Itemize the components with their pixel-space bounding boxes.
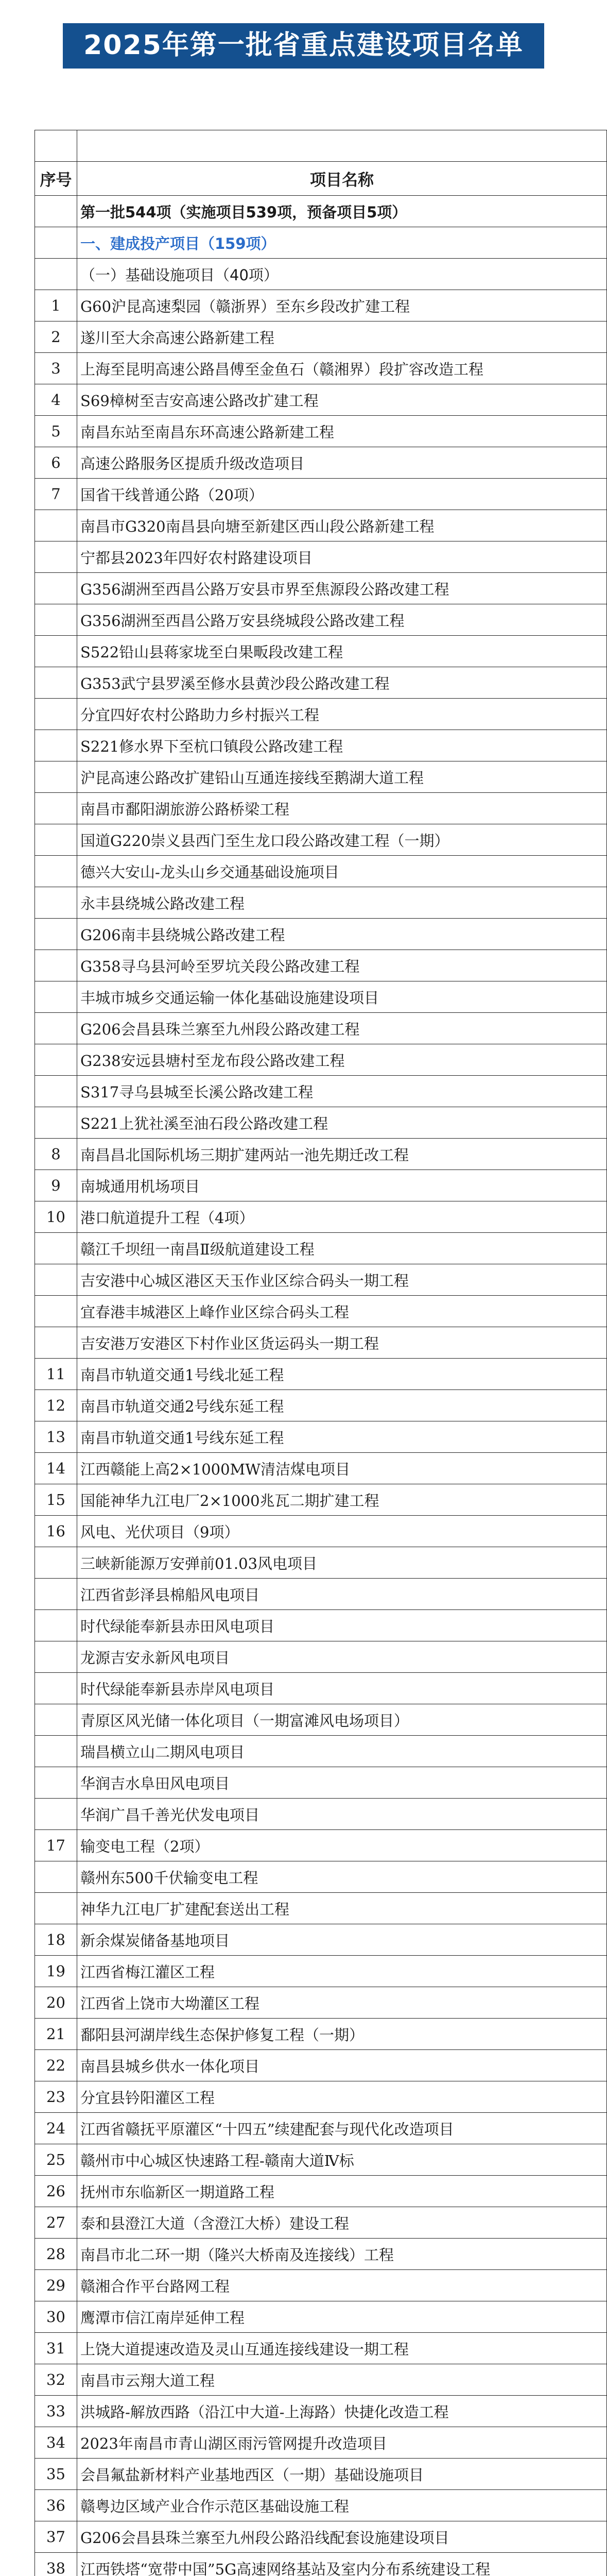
row-project-name: G206南丰县绕城公路改建工程 <box>77 919 607 950</box>
row-project-name: 上饶大道提速改造及灵山互通连接线建设一期工程 <box>77 2333 607 2364</box>
table-row <box>35 1390 607 1421</box>
row-project-name: G206会昌县珠兰寨至九州段公路沿线配套设施建设项目 <box>77 2521 607 2553</box>
row-project-name: 南昌市轨道交通2号线东延工程 <box>77 1390 607 1421</box>
row-index: 13 <box>35 1421 77 1453</box>
row-index <box>35 1893 77 1924</box>
table-row <box>35 1861 607 1893</box>
row-index: 2 <box>35 321 77 353</box>
table-row <box>35 1547 607 1579</box>
row-project-name: G358寻乌县河岭至罗坑关段公路改建工程 <box>77 950 607 981</box>
table-row <box>35 730 607 761</box>
row-project-name: G60沪昆高速梨园（赣浙界）至东乡段改扩建工程 <box>77 290 607 321</box>
row-index: 9 <box>35 1170 77 1201</box>
table-row <box>35 1767 607 1799</box>
row-project-name: 鹰潭市信江南岸延伸工程 <box>77 2301 607 2333</box>
table-row <box>35 1013 607 1044</box>
row-index: 30 <box>35 2301 77 2333</box>
row-project-name: 江西铁塔“宽带中国”5G高速网络基站及室内分布系统建设工程 <box>77 2553 607 2576</box>
row-index: 22 <box>35 2050 77 2081</box>
table-row <box>35 1956 607 1987</box>
name-column-header: 项目名称 <box>77 162 607 196</box>
table-row <box>35 541 607 573</box>
table-row <box>35 290 607 321</box>
row-index: 37 <box>35 2521 77 2553</box>
row-index: 17 <box>35 1830 77 1861</box>
row-project-name: 赣州东500千伏输变电工程 <box>77 1861 607 1893</box>
table-row <box>35 2113 607 2144</box>
row-project-name: G238安远县塘村至龙布段公路改建工程 <box>77 1044 607 1076</box>
row-project-name: 国省干线普通公路（20项） <box>77 479 607 510</box>
table-body <box>35 196 607 2576</box>
table-row <box>35 1453 607 1484</box>
row-index <box>35 1641 77 1673</box>
row-index: 26 <box>35 2176 77 2207</box>
table-row <box>35 793 607 824</box>
row-project-name: 南昌东站至南昌东环高速公路新建工程 <box>77 416 607 447</box>
row-index <box>35 1861 77 1893</box>
row-index: 34 <box>35 2427 77 2459</box>
row-project-name: 江西赣能上高2×1000MW清洁煤电项目 <box>77 1453 607 1484</box>
row-project-name: S221修水界下至杭口镇段公路改建工程 <box>77 730 607 761</box>
row-project-name: 2023年南昌市青山湖区雨污管网提升改造项目 <box>77 2427 607 2459</box>
row-index: 8 <box>35 1139 77 1170</box>
table-row <box>35 1139 607 1170</box>
row-index <box>35 699 77 730</box>
row-index: 33 <box>35 2396 77 2427</box>
row-index <box>35 919 77 950</box>
table-row <box>35 353 607 384</box>
row-project-name: 分宜四好农村公路助力乡村振兴工程 <box>77 699 607 730</box>
row-project-name: 江西省梅江灌区工程 <box>77 1956 607 1987</box>
row-project-name: 龙源吉安永新风电项目 <box>77 1641 607 1673</box>
row-project-name: 高速公路服务区提质升级改造项目 <box>77 447 607 479</box>
row-project-name: S317寻乌县城至长溪公路改建工程 <box>77 1076 607 1107</box>
row-index: 14 <box>35 1453 77 1484</box>
row-index <box>35 824 77 856</box>
row-project-name: G353武宁县罗溪至修水县黄沙段公路改建工程 <box>77 667 607 699</box>
row-index: 7 <box>35 479 77 510</box>
table-row <box>35 1610 607 1641</box>
table-row <box>35 2301 607 2333</box>
row-index: 19 <box>35 1956 77 1987</box>
table-row <box>35 384 607 416</box>
row-project-name: 华润吉水阜田风电项目 <box>77 1767 607 1799</box>
row-project-name: 华润广昌千善光伏发电项目 <box>77 1799 607 1830</box>
row-index <box>35 761 77 793</box>
row-index <box>35 573 77 604</box>
row-index: 36 <box>35 2490 77 2521</box>
row-project-name: 江西省赣抚平原灌区“十四五”续建配套与现代化改造项目 <box>77 2113 607 2144</box>
table-row <box>35 1516 607 1547</box>
row-project-name: G356湖洲至西昌公路万安县市界至焦源段公路改建工程 <box>77 573 607 604</box>
row-index <box>35 1264 77 1296</box>
table-row <box>35 1201 607 1233</box>
row-index: 28 <box>35 2239 77 2270</box>
row-index <box>35 667 77 699</box>
table-row <box>35 1830 607 1861</box>
table-row <box>35 321 607 353</box>
table-row <box>35 1327 607 1359</box>
row-project-name: 南昌市云翔大道工程 <box>77 2364 607 2396</box>
table-row <box>35 1704 607 1736</box>
row-project-name: 时代绿能奉新县赤田风电项目 <box>77 1610 607 1641</box>
table-row <box>35 950 607 981</box>
row-index <box>35 1076 77 1107</box>
row-project-name: S522铅山县蒋家垅至白果畈段改建工程 <box>77 636 607 667</box>
row-index <box>35 1579 77 1610</box>
row-index <box>35 1327 77 1359</box>
row-project-name: 宁都县2023年四好农村路建设项目 <box>77 541 607 573</box>
table-row <box>35 2490 607 2521</box>
row-index: 10 <box>35 1201 77 1233</box>
row-project-name: 宜春港丰城港区上峰作业区综合码头工程 <box>77 1296 607 1327</box>
row-index: 32 <box>35 2364 77 2396</box>
row-index <box>35 1704 77 1736</box>
row-index <box>35 950 77 981</box>
table-row <box>35 981 607 1013</box>
row-index: 35 <box>35 2459 77 2490</box>
row-project-name: 吉安港万安港区下村作业区货运码头一期工程 <box>77 1327 607 1359</box>
row-project-name: 南昌市北二环一期（隆兴大桥南及连接线）工程 <box>77 2239 607 2270</box>
row-index <box>35 259 77 290</box>
row-project-name: 南昌市轨道交通1号线北延工程 <box>77 1359 607 1390</box>
row-project-name: 丰城市城乡交通运输一体化基础设施建设项目 <box>77 981 607 1013</box>
table-row <box>35 1076 607 1107</box>
row-index <box>35 730 77 761</box>
row-index: 20 <box>35 1987 77 2019</box>
row-index <box>35 1736 77 1767</box>
row-index: 23 <box>35 2081 77 2113</box>
index-column-header: 序号 <box>35 162 77 196</box>
table-row <box>35 1893 607 1924</box>
row-project-name: 南昌昌北国际机场三期扩建两站一池先期迁改工程 <box>77 1139 607 1170</box>
row-project-name: 一、建成投产项目（159项） <box>77 227 607 259</box>
row-index <box>35 636 77 667</box>
row-project-name: 三峡新能源万安弹前01.03风电项目 <box>77 1547 607 1579</box>
row-project-name: 永丰县绕城公路改建工程 <box>77 887 607 919</box>
row-index: 5 <box>35 416 77 447</box>
spacer-cell <box>35 130 77 162</box>
row-index <box>35 1767 77 1799</box>
row-index <box>35 196 77 227</box>
row-project-name: 南城通用机场项目 <box>77 1170 607 1201</box>
table-row <box>35 1924 607 1956</box>
row-index <box>35 510 77 541</box>
row-project-name: 国道G220崇义县西门至生龙口段公路改建工程（一期） <box>77 824 607 856</box>
table-row <box>35 1736 607 1767</box>
table-row <box>35 1233 607 1264</box>
table-row <box>35 1579 607 1610</box>
row-project-name: S221上犹社溪至油石段公路改建工程 <box>77 1107 607 1139</box>
table-row <box>35 510 607 541</box>
row-project-name: 鄱阳县河湖岸线生态保护修复工程（一期） <box>77 2019 607 2050</box>
row-project-name: G356湖洲至西昌公路万安县绕城段公路改建工程 <box>77 604 607 636</box>
row-project-name: 时代绿能奉新县赤岸风电项目 <box>77 1673 607 1704</box>
row-index: 16 <box>35 1516 77 1547</box>
row-index: 18 <box>35 1924 77 1956</box>
table-row <box>35 416 607 447</box>
row-project-name: 南昌市轨道交通1号线东延工程 <box>77 1421 607 1453</box>
row-index: 24 <box>35 2113 77 2144</box>
table-row <box>35 1170 607 1201</box>
row-project-name: S69樟树至吉安高速公路改扩建工程 <box>77 384 607 416</box>
row-index <box>35 1799 77 1830</box>
row-project-name: 沪昆高速公路改扩建铅山互通连接线至鹅湖大道工程 <box>77 761 607 793</box>
row-index <box>35 1610 77 1641</box>
row-index <box>35 856 77 887</box>
row-project-name: （一）基础设施项目（40项） <box>77 259 607 290</box>
table-row <box>35 919 607 950</box>
row-index: 12 <box>35 1390 77 1421</box>
row-project-name: 输变电工程（2项） <box>77 1830 607 1861</box>
table-row <box>35 1359 607 1390</box>
title-banner <box>0 0 607 92</box>
table-row <box>35 259 607 290</box>
table-row <box>35 2239 607 2270</box>
row-project-name: 港口航道提升工程（4项） <box>77 1201 607 1233</box>
row-index <box>35 1013 77 1044</box>
table-row <box>35 2207 607 2239</box>
table-row <box>35 573 607 604</box>
table-row <box>35 2176 607 2207</box>
table-row <box>35 1987 607 2019</box>
row-index <box>35 1673 77 1704</box>
row-project-name: 吉安港中心城区港区天玉作业区综合码头一期工程 <box>77 1264 607 1296</box>
row-index <box>35 1296 77 1327</box>
table-row <box>35 2333 607 2364</box>
row-index: 21 <box>35 2019 77 2050</box>
row-project-name: 神华九江电厂扩建配套送出工程 <box>77 1893 607 1924</box>
row-project-name: 赣江千坝纽一南昌Ⅱ级航道建设工程 <box>77 1233 607 1264</box>
row-project-name: 德兴大安山-龙头山乡交通基础设施项目 <box>77 856 607 887</box>
table-row <box>35 699 607 730</box>
table-row <box>35 2270 607 2301</box>
table-row <box>35 1421 607 1453</box>
row-project-name: 青原区风光储一体化项目（一期富滩风电场项目） <box>77 1704 607 1736</box>
table-row <box>35 196 607 227</box>
row-index <box>35 887 77 919</box>
row-project-name: 第一批544项（实施项目539项，预备项目5项） <box>77 196 607 227</box>
row-index: 31 <box>35 2333 77 2364</box>
table-row <box>35 227 607 259</box>
table-spacer-row <box>35 130 607 162</box>
table-row <box>35 1673 607 1704</box>
table-row <box>35 1264 607 1296</box>
table-row <box>35 2396 607 2427</box>
table-row <box>35 761 607 793</box>
row-project-name: 上海至昆明高速公路昌傅至金鱼石（赣湘界）段扩容改造工程 <box>77 353 607 384</box>
row-project-name: 新余煤炭储备基地项目 <box>77 1924 607 1956</box>
row-index <box>35 793 77 824</box>
row-index: 29 <box>35 2270 77 2301</box>
table-row <box>35 824 607 856</box>
table-row <box>35 2459 607 2490</box>
spacer-cell <box>77 130 607 162</box>
row-index <box>35 1107 77 1139</box>
row-index: 1 <box>35 290 77 321</box>
table-row <box>35 1484 607 1516</box>
row-index <box>35 981 77 1013</box>
row-index: 3 <box>35 353 77 384</box>
row-project-name: 南昌市G320南昌县向塘至新建区西山段公路新建工程 <box>77 510 607 541</box>
row-index: 11 <box>35 1359 77 1390</box>
row-index <box>35 541 77 573</box>
row-project-name: 会昌氟盐新材料产业基地西区（一期）基础设施项目 <box>77 2459 607 2490</box>
row-index: 4 <box>35 384 77 416</box>
row-index: 15 <box>35 1484 77 1516</box>
row-project-name: 赣粤边区域产业合作示范区基础设施工程 <box>77 2490 607 2521</box>
row-index: 38 <box>35 2553 77 2576</box>
table-row <box>35 2521 607 2553</box>
row-project-name: 国能神华九江电厂2×1000兆瓦二期扩建工程 <box>77 1484 607 1516</box>
table-row <box>35 2427 607 2459</box>
table-row <box>35 447 607 479</box>
row-index <box>35 1547 77 1579</box>
row-project-name: 南昌县城乡供水一体化项目 <box>77 2050 607 2081</box>
table-row <box>35 1641 607 1673</box>
row-project-name: 抚州市东临新区一期道路工程 <box>77 2176 607 2207</box>
row-index <box>35 1233 77 1264</box>
table-row <box>35 856 607 887</box>
row-index <box>35 227 77 259</box>
row-project-name: 江西省彭泽县棉船风电项目 <box>77 1579 607 1610</box>
table-row <box>35 2019 607 2050</box>
table-row <box>35 2081 607 2113</box>
row-project-name: 瑞昌横立山二期风电项目 <box>77 1736 607 1767</box>
row-project-name: 泰和县澄江大道（含澄江大桥）建设工程 <box>77 2207 607 2239</box>
project-table <box>34 130 607 2576</box>
row-index <box>35 604 77 636</box>
row-project-name: 赣州市中心城区快速路工程-赣南大道Ⅳ标 <box>77 2144 607 2176</box>
table-row <box>35 2553 607 2576</box>
table-row <box>35 2050 607 2081</box>
table-row <box>35 887 607 919</box>
table-row <box>35 636 607 667</box>
row-index: 25 <box>35 2144 77 2176</box>
table-row <box>35 479 607 510</box>
row-project-name: 风电、光伏项目（9项） <box>77 1516 607 1547</box>
table-row <box>35 1044 607 1076</box>
row-project-name: 分宜县钤阳灌区工程 <box>77 2081 607 2113</box>
table-header-row <box>35 162 607 196</box>
table-row <box>35 1107 607 1139</box>
row-index: 27 <box>35 2207 77 2239</box>
row-index <box>35 1044 77 1076</box>
table-row <box>35 1799 607 1830</box>
row-project-name: 南昌市鄱阳湖旅游公路桥梁工程 <box>77 793 607 824</box>
row-project-name: 赣湘合作平台路网工程 <box>77 2270 607 2301</box>
row-index: 6 <box>35 447 77 479</box>
table-row <box>35 1296 607 1327</box>
page-title: 2025年第一批省重点建设项目名单 <box>63 23 544 69</box>
row-project-name: 洪城路-解放西路（沿江中大道-上海路）快捷化改造工程 <box>77 2396 607 2427</box>
row-project-name: 遂川至大余高速公路新建工程 <box>77 321 607 353</box>
row-project-name: G206会昌县珠兰寨至九州段公路改建工程 <box>77 1013 607 1044</box>
table-row <box>35 667 607 699</box>
row-project-name: 江西省上饶市大坳灌区工程 <box>77 1987 607 2019</box>
table-row <box>35 604 607 636</box>
table-row <box>35 2364 607 2396</box>
table-row <box>35 2144 607 2176</box>
